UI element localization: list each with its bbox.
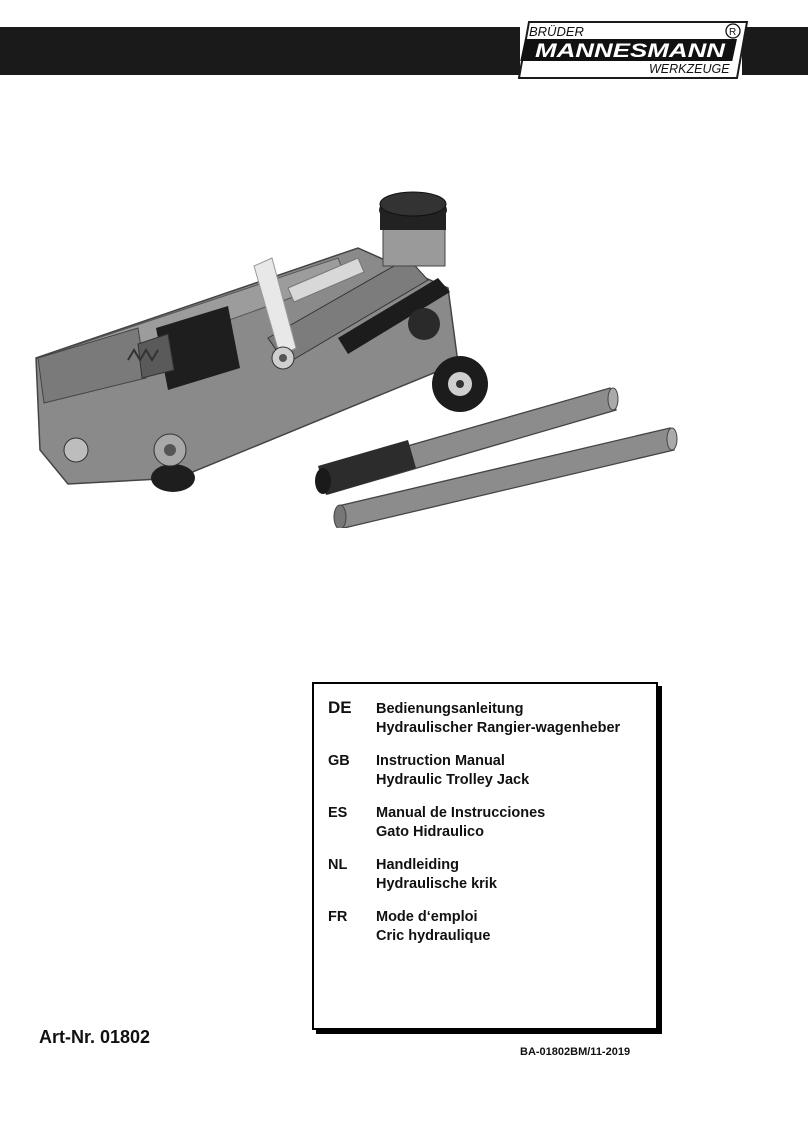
brand-name: MANNESMANN — [535, 41, 727, 62]
manual-title: Instruction Manual — [376, 753, 505, 769]
header-bar-right — [742, 27, 808, 75]
product-name: Gato Hidraulico — [376, 824, 484, 840]
language-code: NL — [328, 857, 348, 873]
language-code: GB — [328, 753, 350, 769]
product-name: Hydraulischer Rangier-wagenheber — [376, 720, 621, 736]
product-name: Hydraulische krik — [376, 876, 497, 892]
language-box — [312, 682, 658, 1030]
trolley-jack-illustration — [28, 188, 688, 528]
manual-title: Bedienungsanleitung — [376, 701, 524, 717]
manual-title: Mode d‘emploi — [376, 909, 478, 925]
manual-title: Handleiding — [376, 857, 459, 873]
brand-logo — [515, 20, 751, 80]
product-name: Cric hydraulique — [376, 928, 491, 944]
language-code: DE — [328, 698, 352, 717]
document-reference: BA-01802BM/11-2019 — [520, 1046, 631, 1058]
header-bar-left — [0, 27, 520, 75]
svg-text:R: R — [729, 27, 737, 38]
manual-title: Manual de Instrucciones — [376, 805, 546, 821]
language-code: ES — [328, 805, 348, 821]
brand-top: BRÜDER — [529, 24, 584, 39]
product-name: Hydraulic Trolley Jack — [376, 772, 530, 788]
language-code: FR — [328, 909, 348, 925]
article-number: Art-Nr. 01802 — [39, 1027, 151, 1047]
brand-bottom: WERKZEUGE — [649, 62, 730, 76]
